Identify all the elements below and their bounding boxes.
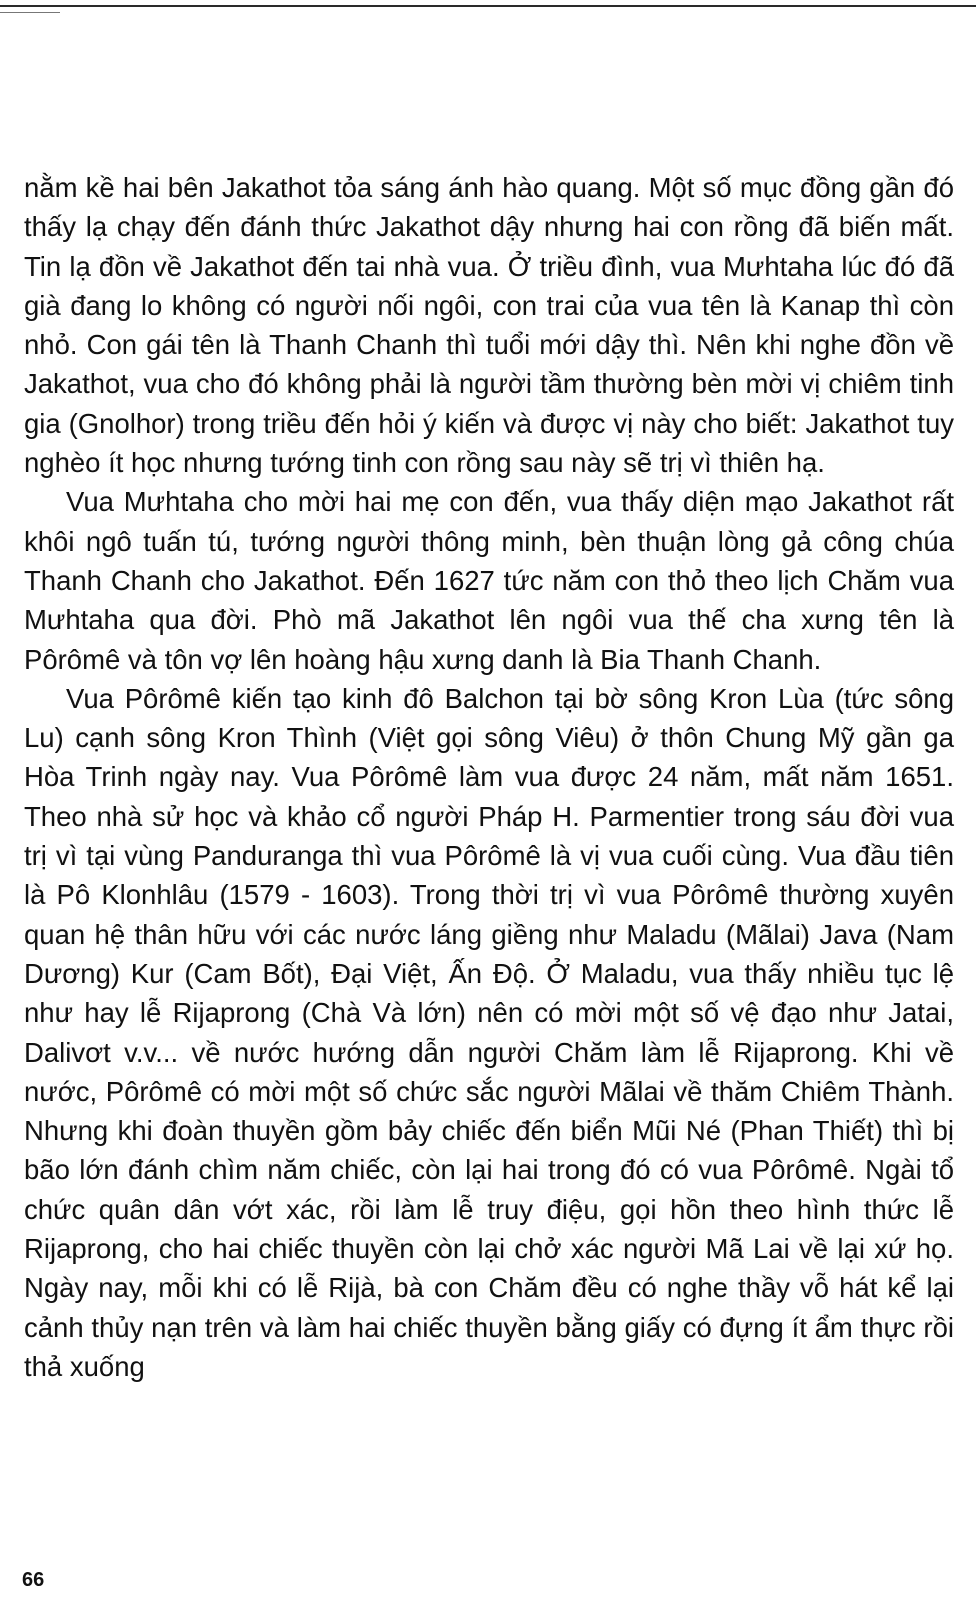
page-top-rule-accent	[0, 12, 60, 13]
page-top-rule	[0, 5, 976, 7]
paragraph-continuation: nằm kề hai bên Jakathot tỏa sáng ánh hào quang. Một số mục đồng gần đó thấy lạ chạy đến đánh thức Jakathot dậy nhưng hai con rồng đã biến mất. Tin lạ đồn về Jakathot đến tai nhà vua. Ở triều đình, vua Mưhtaha lúc đó đã già đang lo không có người nối ngôi, con trai của vua tên là Kanap thì còn nhỏ. Con gái tên là Thanh Chanh thì tuổi mới dậy thì. Nên khi nghe đồn về Jakathot, vua cho đó không phải là người tầm thường bèn mời vị chiêm tinh gia (Gnolhor) trong triều đến hỏi ý kiến và được vị này cho biết: Jakathot tuy nghèo ít học nhưng tướng tinh con rồng sau này sẽ trị vì thiên hạ.	[24, 172, 954, 479]
paragraph-balchon: Vua Pôrômê kiến tạo kinh đô Balchon tại bờ sông Kron Lùa (tức sông Lu) cạnh sông Kron Thình (Việt gọi sông Viêu) ở thôn Chung Mỹ gần ga Hòa Trinh ngày nay. Vua Pôrômê làm vua được 24 năm, mất năm 1651. Theo nhà sử học và khảo cổ người Pháp H. Parmentier trong sáu đời vua trị vì tại vùng Panduranga thì vua Pôrômê là vị vua cuối cùng. Vua đầu tiên là Pô Klonhlâu (1579 - 1603). Trong thời trị vì vua Pôrômê thường xuyên quan hệ thân hữu với các nước láng giềng như Maladu (Mãlai) Java (Nam Dương) Kur (Cam Bốt), Đại Việt, Ấn Độ. Ở Maladu, vua thấy nhiều tục lệ như hay lễ Rijaprong (Chà Và lớn) nên có mời một số vệ đạo như Jatai, Dalivơt v.v... về nước hướng dẫn người Chăm làm lễ Rijaprong. Khi về nước, Pôrômê có mời một số chức sắc người Mãlai về thăm Chiêm Thành. Nhưng khi đoàn thuyền gồm bảy chiếc đến biển Mũi Né (Phan Thiết) thì bị bão lớn đánh chìm năm chiếc, còn lại hai trong đó có vua Pôrômê. Ngài tổ chức quân dân vớt xác, rồi làm lễ truy điệu, gọi hồn theo hình thức lễ Rijaprong, cho hai chiếc thuyền còn lại chở xác người Mã Lai về lại xứ họ. Ngày nay, mỗi khi có lễ Rijà, bà con Chăm đều có nghe thầy vỗ hát kể lại cảnh thủy nạn trên và làm hai chiếc thuyền bằng giấy có đựng ít ẩm thực rồi thả xuống	[24, 682, 954, 1382]
page-body-text	[24, 168, 954, 1386]
page-number: 66	[22, 1569, 45, 1591]
paragraph-marriage: Vua Mưhtaha cho mời hai mẹ con đến, vua thấy diện mạo Jakathot rất khôi ngô tuấn tú, tướng người thông minh, bèn thuận lòng gả công chúa Thanh Chanh cho Jakathot. Đến 1627 tức năm con thỏ theo lịch Chăm vua Mưhtaha qua đời. Phò mã Jakathot lên ngôi vua thế cha xưng tên là Pôrômê và tôn vợ lên hoàng hậu xưng danh là Bia Thanh Chanh.	[24, 486, 954, 675]
